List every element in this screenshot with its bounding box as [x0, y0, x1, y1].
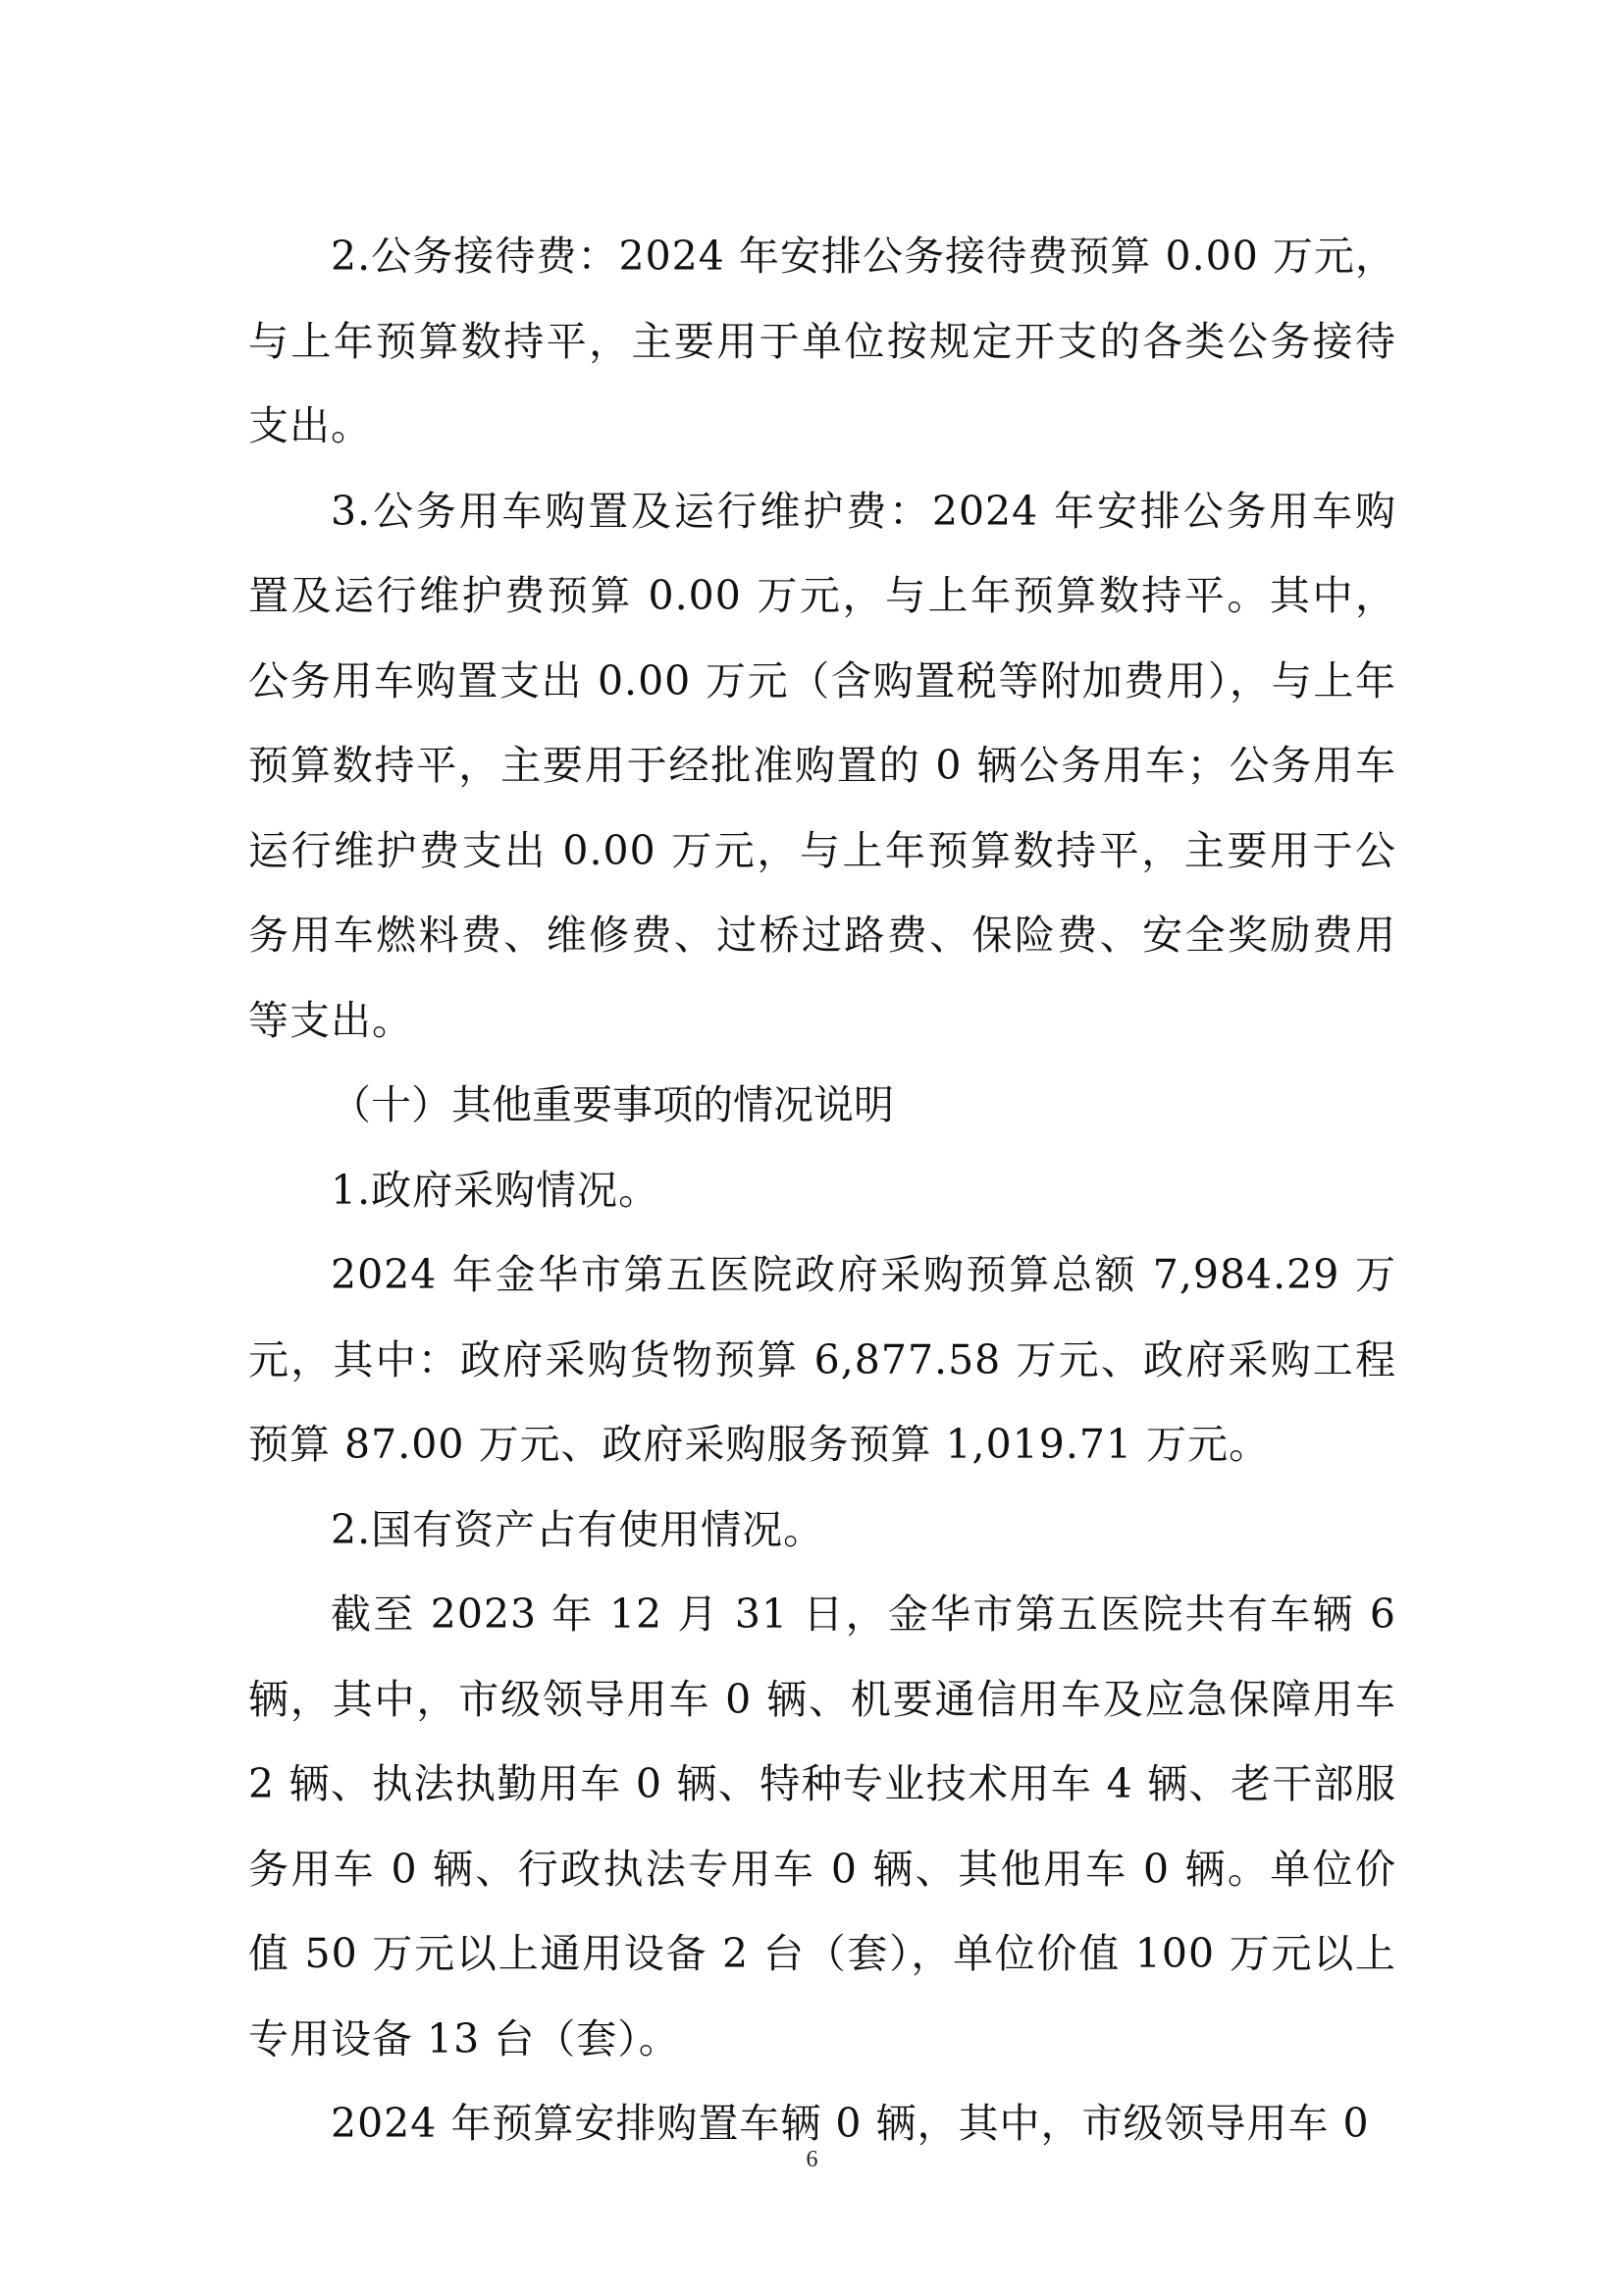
page-number: 6: [806, 2147, 818, 2172]
subheading-assets: 2.国有资产占有使用情况。: [331, 1505, 825, 1553]
paragraph-procurement: 2024 年金华市第五医院政府采购预算总额 7,984.29 万元，其中：政府采购货物预算 6,877.58 万元、政府采购工程预算 87.00 万元、政府采购服务预算 1,019.71 万元。: [248, 1251, 1396, 1468]
subheading-procurement: 1.政府采购情况。: [331, 1166, 660, 1214]
section-heading-other-matters: （十）其他重要事项的情况说明: [331, 1081, 894, 1128]
paragraph-reception-fee: 2.公务接待费：2024 年安排公务接待费预算 0.00 万元，与上年预算数持平，主要用于单位按规定开支的各类公务接待支出。: [248, 233, 1396, 449]
page-body: [248, 214, 1396, 2166]
paragraph-assets: 截至 2023 年 12 月 31 日，金华市第五医院共有车辆 6 辆，其中，市级领导用车 0 辆、机要通信用车及应急保障用车 2 辆、执法执勤用车 0 辆、特种专业技术用车 4 辆、老干部服务用车 0 辆、行政执法专用车 0 辆、其他用车 0 辆。单位价值 50 万元以上通用设备 2 台（套），单位价值 100 万元以上专用设备 13 台（套）。: [248, 1591, 1396, 2062]
paragraph-vehicle-fee: 3.公务用车购置及运行维护费：2024 年安排公务用车购置及运行维护费预算 0.00 万元，与上年预算数持平。其中，公务用车购置支出 0.00 万元（含购置税等附加费用），与上年预算数持平，主要用于经批准购置的 0 辆公务用车；公务用车运行维护费支出 0.00 万元，与上年预算数持平，主要用于公务用车燃料费、维修费、过桥过路费、保险费、安全奖励费用等支出。: [248, 487, 1396, 1044]
paragraph-vehicle-purchase: 2024 年预算安排购置车辆 0 辆，其中，市级领导用车 0: [331, 2100, 1370, 2147]
